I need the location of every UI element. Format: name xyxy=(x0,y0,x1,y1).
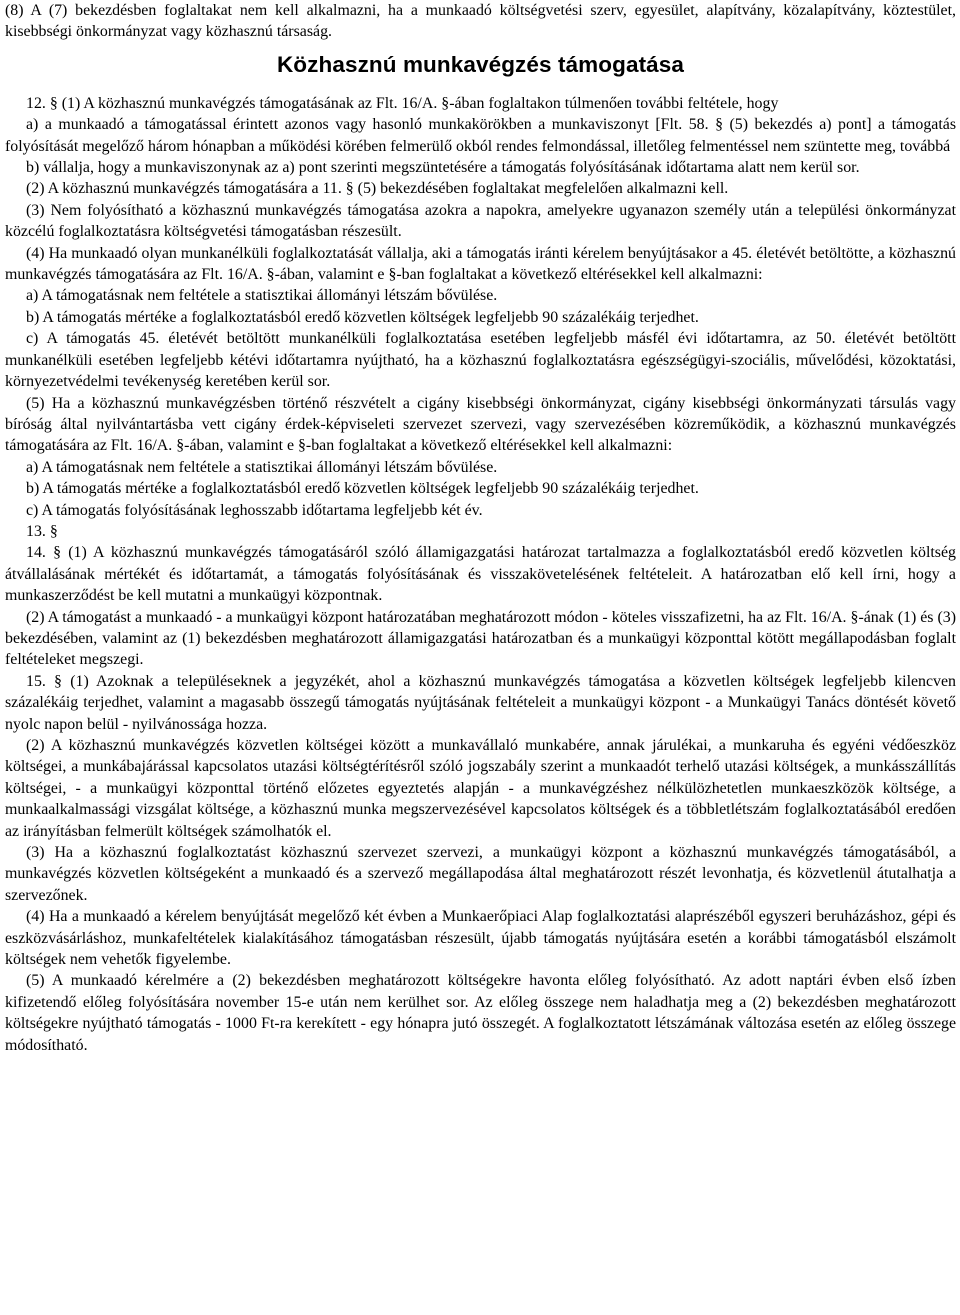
paragraph-15-3: (3) Ha a közhasznú foglalkoztatást közhasznú szervezet szervezi, a munkaügyi központ a közhasznú munkavégzés támogatásából, a munkavégzés közvetlen költségeként a munkaadó és a szervező megállapodása által meghatározott részét levonhatja, és közvetlenül átutalhatja a szervezőnek. xyxy=(5,844,956,904)
paragraph-14-1: 14. § (1) A közhasznú munkavégzés támogatásáról szóló államigazgatási határozat tartalmazza a foglalkoztatásból eredő közvetlen költség átvállalásának mértékét és időtartamát, a támogatás folyósításának és visszakövetelésének feltételeit. A határozatban elő kell írni, hogy a munkaszerződést be kell mutatni a munkaügyi központnak. xyxy=(5,544,956,605)
title-spacing xyxy=(5,82,956,93)
paragraph-12-4-c: c) A támogatás 45. életévét betöltött munkanélküli foglalkoztatása esetében legfeljebb másfél évi időtartamra, az 50. életévét betöltött munkanélküli esetében legfeljebb kétévi időtartamra nyújtható, ha a közhasznú foglalkoztatásra egészségügyi-szociális, művelődési, közoktatási, környezetvédelmi tevékenység keretében kerül sor. xyxy=(5,330,956,391)
paragraph-12-4-a: a) A támogatásnak nem feltétele a statisztikai állományi létszám bővülése. xyxy=(26,287,498,305)
paragraph-12-5-b: b) A támogatás mértéke a foglalkoztatásból eredő közvetlen költségek legfeljebb 90 százalékáig terjedhet. xyxy=(26,480,699,498)
paragraph-15-2: (2) A közhasznú munkavégzés közvetlen költségei között a munkavállaló munkabére, annak járulékai, a munkaruha és egyéni védőeszköz költségei, a munkábajárással kapcsolatos utazási költségtérítésről szóló jogszabály szerint a munkaadót terhelő utazási költségek, a munkásszállítás költségei, - a munkaügyi központtal történő előzetes egyeztetés alapján - a munkavégzéshez nélkülözhetetlen munkaeszközök költsége, a munkaalkalmassági vizsgálat költsége, a közhasznú munka megszervezésével kapcsolatos költségek és a többletlétszám foglalkoztatásából eredően az irányításban felmerült költségek számolhatók el. xyxy=(5,737,956,840)
paragraph-15-1: 15. § (1) Azoknak a településeknek a jegyzékét, ahol a közhasznú munkavégzés támogatása a közvetlen költségek legfeljebb kilencven százalékáig terjedhet, valamint a magasabb összegű támogatás nyújtásának feltételeit a munkaügyi központ - a Munkaügyi Tanács döntését követő nyolc napon belül - nyilvánossága hozza. xyxy=(5,672,956,733)
paragraph-12-3: (3) Nem folyósítható a közhasznú munkavégzés támogatása azokra a napokra, amelyekre ugyanazon személy után a települési önkormányzat közcélú foglalkoztatásra költségvetési támogatásban részesült. xyxy=(5,201,956,241)
intro-paragraph: (8) A (7) bekezdésben foglaltakat nem kell alkalmazni, ha a munkaadó költségvetési szerv, egyesület, alapítvány, közalapítvány, köztestület, kisebbségi önkormányzat vagy közhasznú társaság. xyxy=(5,2,956,41)
paragraph-12-1-b: b) vállalja, hogy a munkaviszonynak az a) pont szerinti megszüntetésére a támogatás folyósításának időtartama alatt nem kerül sor. xyxy=(26,159,860,177)
paragraph-12-1-a: a) a munkaadó a támogatással érintett azonos vagy hasonló munkakörökben a munkaviszonyt [Flt. 58. § (5) bekezdés a) pont] a támogatás folyósítását megelőző három hónapban a működési körében felmerülő okból rendes felmondással, illetőleg felmentéssel nem szüntette meg, továbbá xyxy=(5,116,956,155)
paragraph-12-2: (2) A közhasznú munkavégzés támogatására a 11. § (5) bekezdésében foglaltakat megfelelően alkalmazni kell. xyxy=(26,180,729,198)
paragraph-15-4: (4) Ha a munkaadó a kérelem benyújtását megelőző két évben a Munkaerőpiaci Alap foglalkoztatási alaprészéből egyszeri beruházáshoz, gépi és eszközvásárláshoz, munkafeltételek kialakításához támogatásban részesült, újabb támogatás nyújtására esetén a korábbi támogatásból elszámolt költségek nem vehetők figyelembe. xyxy=(5,908,956,969)
paragraph-15-5: (5) A munkaadó kérelmére a (2) bekezdésben meghatározott költségekre havonta előleg folyósítható. Az adott naptári évben első ízben kifizetendő előleg folyósítására november 15-e után nem kerülhet sor. Az előleg összege nem haladhatja meg a (2) bekezdésben meghatározott költségekre nyújtható támogatás - 1000 Ft-ra kerekített - egy hónapra jutó összegét. A foglalkoztatott létszámának változása esetén az előleg összege módosítható. xyxy=(5,972,956,1054)
paragraph-14-2: (2) A támogatást a munkaadó - a munkaügyi központ határozatában meghatározott módon - köteles visszafizetni, ha az Flt. 16/A. §-ának (1) és (3) bekezdésében, valamint az (1) bekezdésben meghatározott államigazgatási határozatban és a munkaügyi központtal kötött megállapodásban foglalt feltételeket megszegi. xyxy=(5,608,956,669)
paragraph-12-5: (5) Ha a közhasznú munkavégzésben történő részvételt a cigány kisebbségi önkormányzat, cigány kisebbségi önkormányzati társulás vagy bíróság által nyilvántartásba vett cigány érdek-képviseleti szervezet szervezi, vagy szervezésében közreműködik, a közhasznú munkavégzés támogatására az Flt. 16/A. §-ában, valamint e §-ban foglaltakat a következő eltérésekkel kell alkalmazni: xyxy=(5,394,956,455)
paragraph-12-1: 12. § (1) A közhasznú munkavégzés támogatásának az Flt. 16/A. §-ában foglaltakon túlmenően további feltétele, hogy xyxy=(26,94,779,112)
paragraph-12-4-b: b) A támogatás mértéke a foglalkoztatásból eredő közvetlen költségek legfeljebb 90 százalékáig terjedhet. xyxy=(26,308,699,326)
section-title: Közhasznú munkavégzés támogatása xyxy=(276,51,685,77)
paragraph-13: 13. § xyxy=(26,522,58,540)
paragraph-12-5-c: c) A támogatás folyósításának leghosszabb időtartama legfeljebb két év. xyxy=(26,501,483,519)
paragraph-12-4: (4) Ha munkaadó olyan munkanélküli foglalkoztatását vállalja, aki a támogatás iránti kérelem benyújtásakor a 45. életévét betöltötte, a közhasznú munkavégzés támogatására az Flt. 16/A. §-ában, valamint e §-ban foglaltakat a következő eltérésekkel kell alkalmazni: xyxy=(5,244,956,284)
paragraph-12-5-a: a) A támogatásnak nem feltétele a statisztikai állományi létszám bővülése. xyxy=(26,458,498,476)
